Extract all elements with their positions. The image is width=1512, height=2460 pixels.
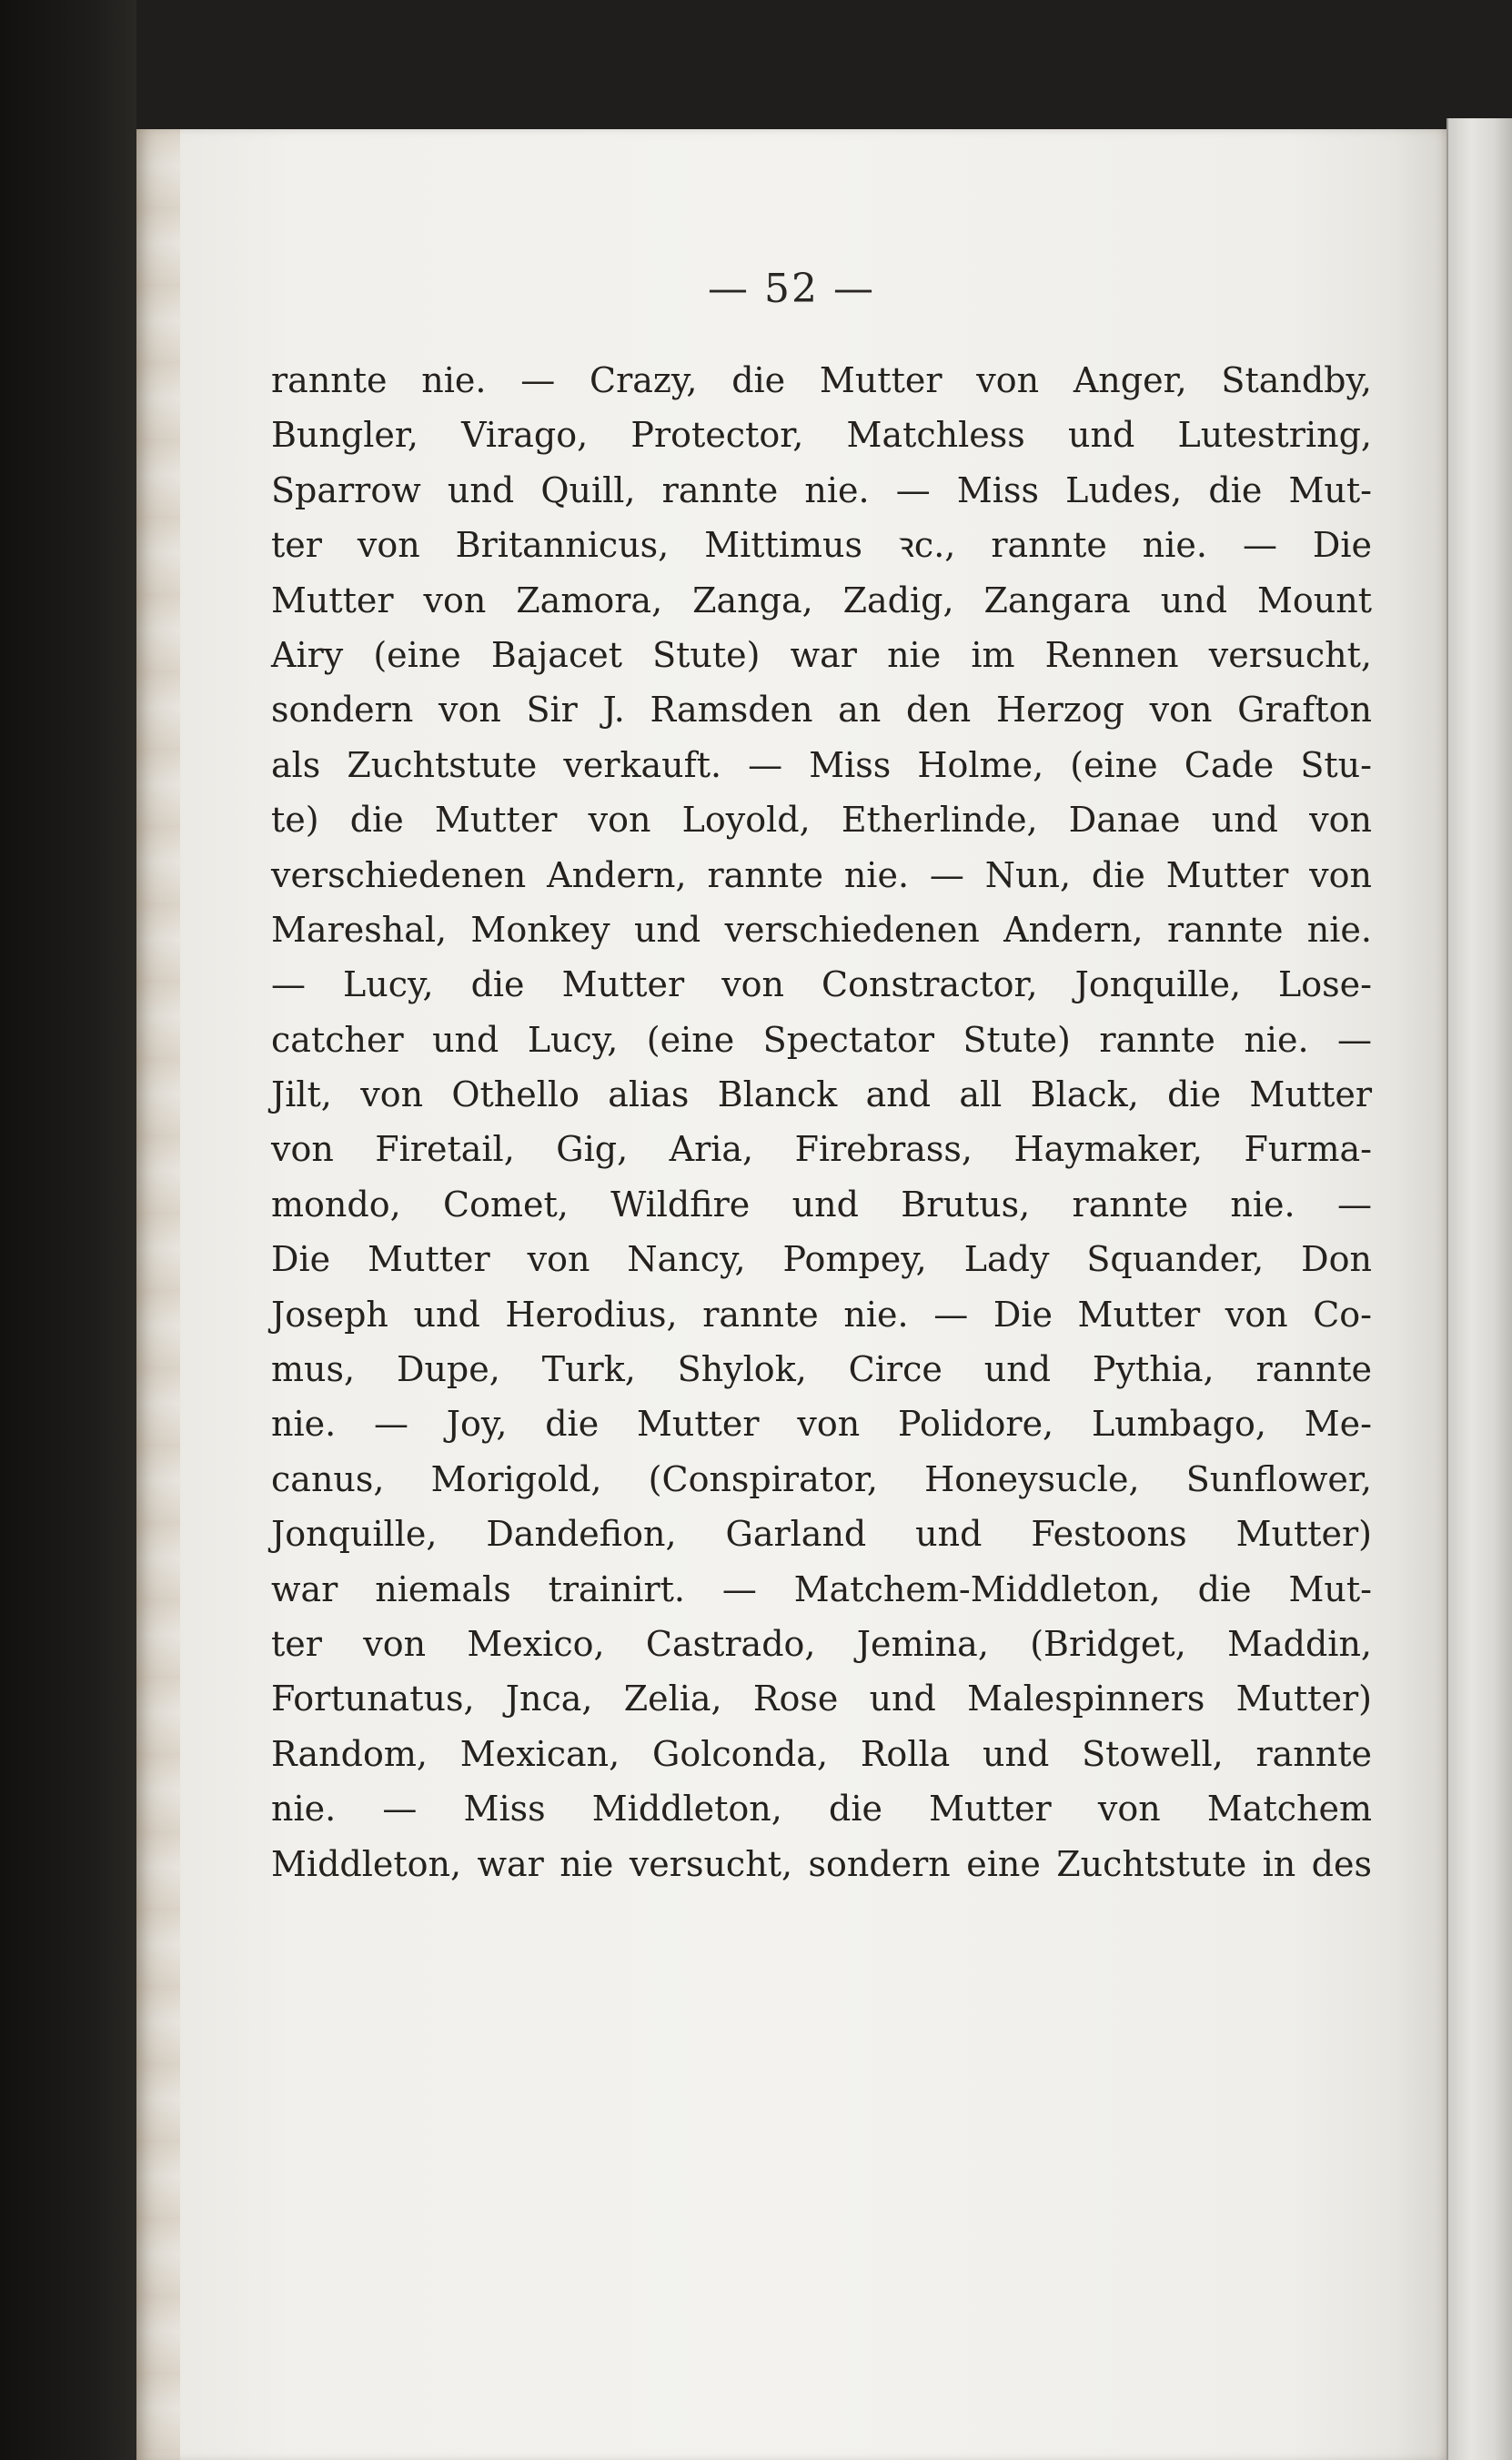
text-line: Bungler, Virago, Protector, Matchless und Lutestring, [271,415,1372,456]
text-line: Airy (eine Bajacet Stute) war nie im Rennen versucht, [271,634,1372,675]
text-line: sondern von Sir J. Ramsden an den Herzog von Grafton [271,690,1372,731]
text-line: von Firetail, Gig, Aria, Firebrass, Haymaker, Furma- [271,1129,1372,1170]
text-line: Random, Mexican, Golconda, Rolla und Stowell, rannte [271,1733,1372,1774]
text-line: Die Mutter von Nancy, Pompey, Lady Squander, Don [271,1239,1372,1280]
text-line: Jonquille, Dandefion, Garland und Festoons Mutter) [271,1514,1372,1555]
facing-page-edge [1446,118,1512,2460]
text-line: Fortunatus, Jnca, Zelia, Rose und Malespinners Mutter) [271,1679,1372,1719]
text-line: canus, Morigold, (Conspirator, Honeysucle, Sunflower, [271,1458,1372,1499]
text-line: rannte nie. — Crazy, die Mutter von Anger, Standby, [271,360,1372,400]
text-line: ter von Britannicus, Mittimus ꝛc., rannte nie. — Die [271,525,1372,566]
text-line: verschiedenen Andern, rannte nie. — Nun, die Mutter von [271,854,1372,895]
text-line: Sparrow und Quill, rannte nie. — Miss Ludes, die Mut- [271,469,1372,510]
text-line: mondo, Comet, Wildfire und Brutus, rannte nie. — [271,1184,1372,1225]
text-line: Jilt, von Othello alias Blanck and all Black, die Mutter [271,1074,1372,1115]
text-line: Joseph und Herodius, rannte nie. — Die Mutter von Co- [271,1294,1372,1335]
page-body-text [271,353,1372,1891]
scan-backdrop [0,0,136,2460]
text-line: nie. — Joy, die Mutter von Polidore, Lumbago, Me- [271,1404,1372,1445]
page-number-header: — 52 — [708,266,875,312]
text-line: catcher und Lucy, (eine Spectator Stute) rannte nie. — [271,1019,1372,1060]
text-line: nie. — Miss Middleton, die Mutter von Matchem [271,1789,1372,1830]
text-line: mus, Dupe, Turk, Shylok, Circe und Pythia, rannte [271,1349,1372,1390]
text-line: — Lucy, die Mutter von Constractor, Jonquille, Lose- [271,964,1372,1005]
gutter-stain [136,129,180,2460]
text-line: als Zuchtstute verkauft. — Miss Holme, (eine Cade Stu- [271,744,1372,785]
text-line: war niemals trainirt. — Matchem-Middleton, die Mut- [271,1568,1372,1609]
text-line: Mutter von Zamora, Zanga, Zadig, Zangara und Mount [271,580,1372,620]
text-line: ter von Mexico, Castrado, Jemina, (Bridget, Maddin, [271,1623,1372,1664]
text-line: Mareshal, Monkey und verschiedenen Andern, rannte nie. [271,909,1372,950]
text-line: te) die Mutter von Loyold, Etherlinde, Danae und von [271,800,1372,841]
text-line: Middleton, war nie versucht, sondern eine Zuchtstute in des [271,1843,1372,1884]
